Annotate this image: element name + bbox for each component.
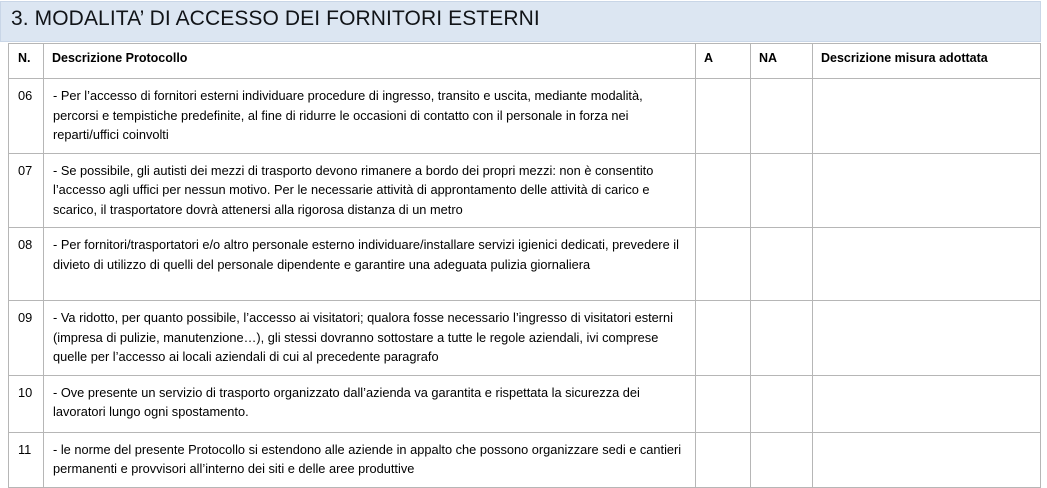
row-cell-measure[interactable] xyxy=(813,79,1041,154)
row-cell-a[interactable] xyxy=(696,153,751,228)
row-cell-measure[interactable] xyxy=(813,228,1041,301)
page-title: 3. MODALITA’ DI ACCESSO DEI FORNITORI ESTERNI xyxy=(11,7,540,30)
column-header-a: A xyxy=(696,44,751,79)
table-header xyxy=(9,44,1041,79)
table-row xyxy=(9,79,1041,154)
column-header-na: NA xyxy=(751,44,813,79)
row-cell-measure[interactable] xyxy=(813,432,1041,487)
row-number: 11 xyxy=(9,432,44,487)
row-number: 06 xyxy=(9,79,44,154)
row-number: 09 xyxy=(9,301,44,376)
table-row xyxy=(9,301,1041,376)
column-header-measure: Descrizione misura adottata xyxy=(813,44,1041,79)
row-description: - Va ridotto, per quanto possibile, l’accesso ai visitatori; qualora fosse necessario l’ingresso di visitatori esterni (impresa di pulizie, manutenzione…), gli stessi dovranno sottostare a tutte le regole aziendali, ivi comprese quelle per l’accesso ai locali aziendali di cui al precedente paragrafo xyxy=(44,301,696,376)
row-description: - Se possibile, gli autisti dei mezzi di trasporto devono rimanere a bordo dei propri mezzi: non è consentito l’accesso agli uffici per nessun motivo. Per le necessarie attività di approntamento delle attività di carico e scarico, il trasportatore dovrà attenersi alla rigorosa distanza di un metro xyxy=(44,153,696,228)
row-cell-na[interactable] xyxy=(751,79,813,154)
section-title-band xyxy=(0,1,1041,42)
column-header-description: Descrizione Protocollo xyxy=(44,44,696,79)
row-number: 07 xyxy=(9,153,44,228)
row-number: 10 xyxy=(9,375,44,432)
table-row xyxy=(9,153,1041,228)
table-row xyxy=(9,228,1041,301)
row-cell-a[interactable] xyxy=(696,301,751,376)
table-row xyxy=(9,432,1041,487)
row-cell-na[interactable] xyxy=(751,153,813,228)
row-cell-a[interactable] xyxy=(696,432,751,487)
table-row xyxy=(9,375,1041,432)
row-description: - Per fornitori/trasportatori e/o altro personale esterno individuare/installare servizi igienici dedicati, prevedere il divieto di utilizzo di quelli del personale dipendente e garantire una adeguata pulizia giornaliera xyxy=(44,228,696,301)
table-body xyxy=(9,79,1041,488)
row-description: - Ove presente un servizio di trasporto organizzato dall’azienda va garantita e rispettata la sicurezza dei lavoratori lungo ogni spostamento. xyxy=(44,375,696,432)
row-cell-measure[interactable] xyxy=(813,153,1041,228)
row-cell-na[interactable] xyxy=(751,228,813,301)
row-cell-a[interactable] xyxy=(696,79,751,154)
row-cell-na[interactable] xyxy=(751,301,813,376)
row-cell-a[interactable] xyxy=(696,228,751,301)
row-description: - Per l’accesso di fornitori esterni individuare procedure di ingresso, transito e uscita, mediante modalità, percorsi e tempistiche predefinite, al fine di ridurre le occasioni di contatto con il personale in forza nei reparti/uffici coinvolti xyxy=(44,79,696,154)
column-header-number: N. xyxy=(9,44,44,79)
row-cell-na[interactable] xyxy=(751,375,813,432)
row-cell-a[interactable] xyxy=(696,375,751,432)
table-header-row xyxy=(9,44,1041,79)
row-cell-measure[interactable] xyxy=(813,301,1041,376)
row-cell-measure[interactable] xyxy=(813,375,1041,432)
row-cell-na[interactable] xyxy=(751,432,813,487)
protocol-measures-table xyxy=(8,43,1041,488)
row-description: - le norme del presente Protocollo si estendono alle aziende in appalto che possono organizzare sedi e cantieri permanenti e provvisori all’interno dei siti e delle aree produttive xyxy=(44,432,696,487)
row-number: 08 xyxy=(9,228,44,301)
